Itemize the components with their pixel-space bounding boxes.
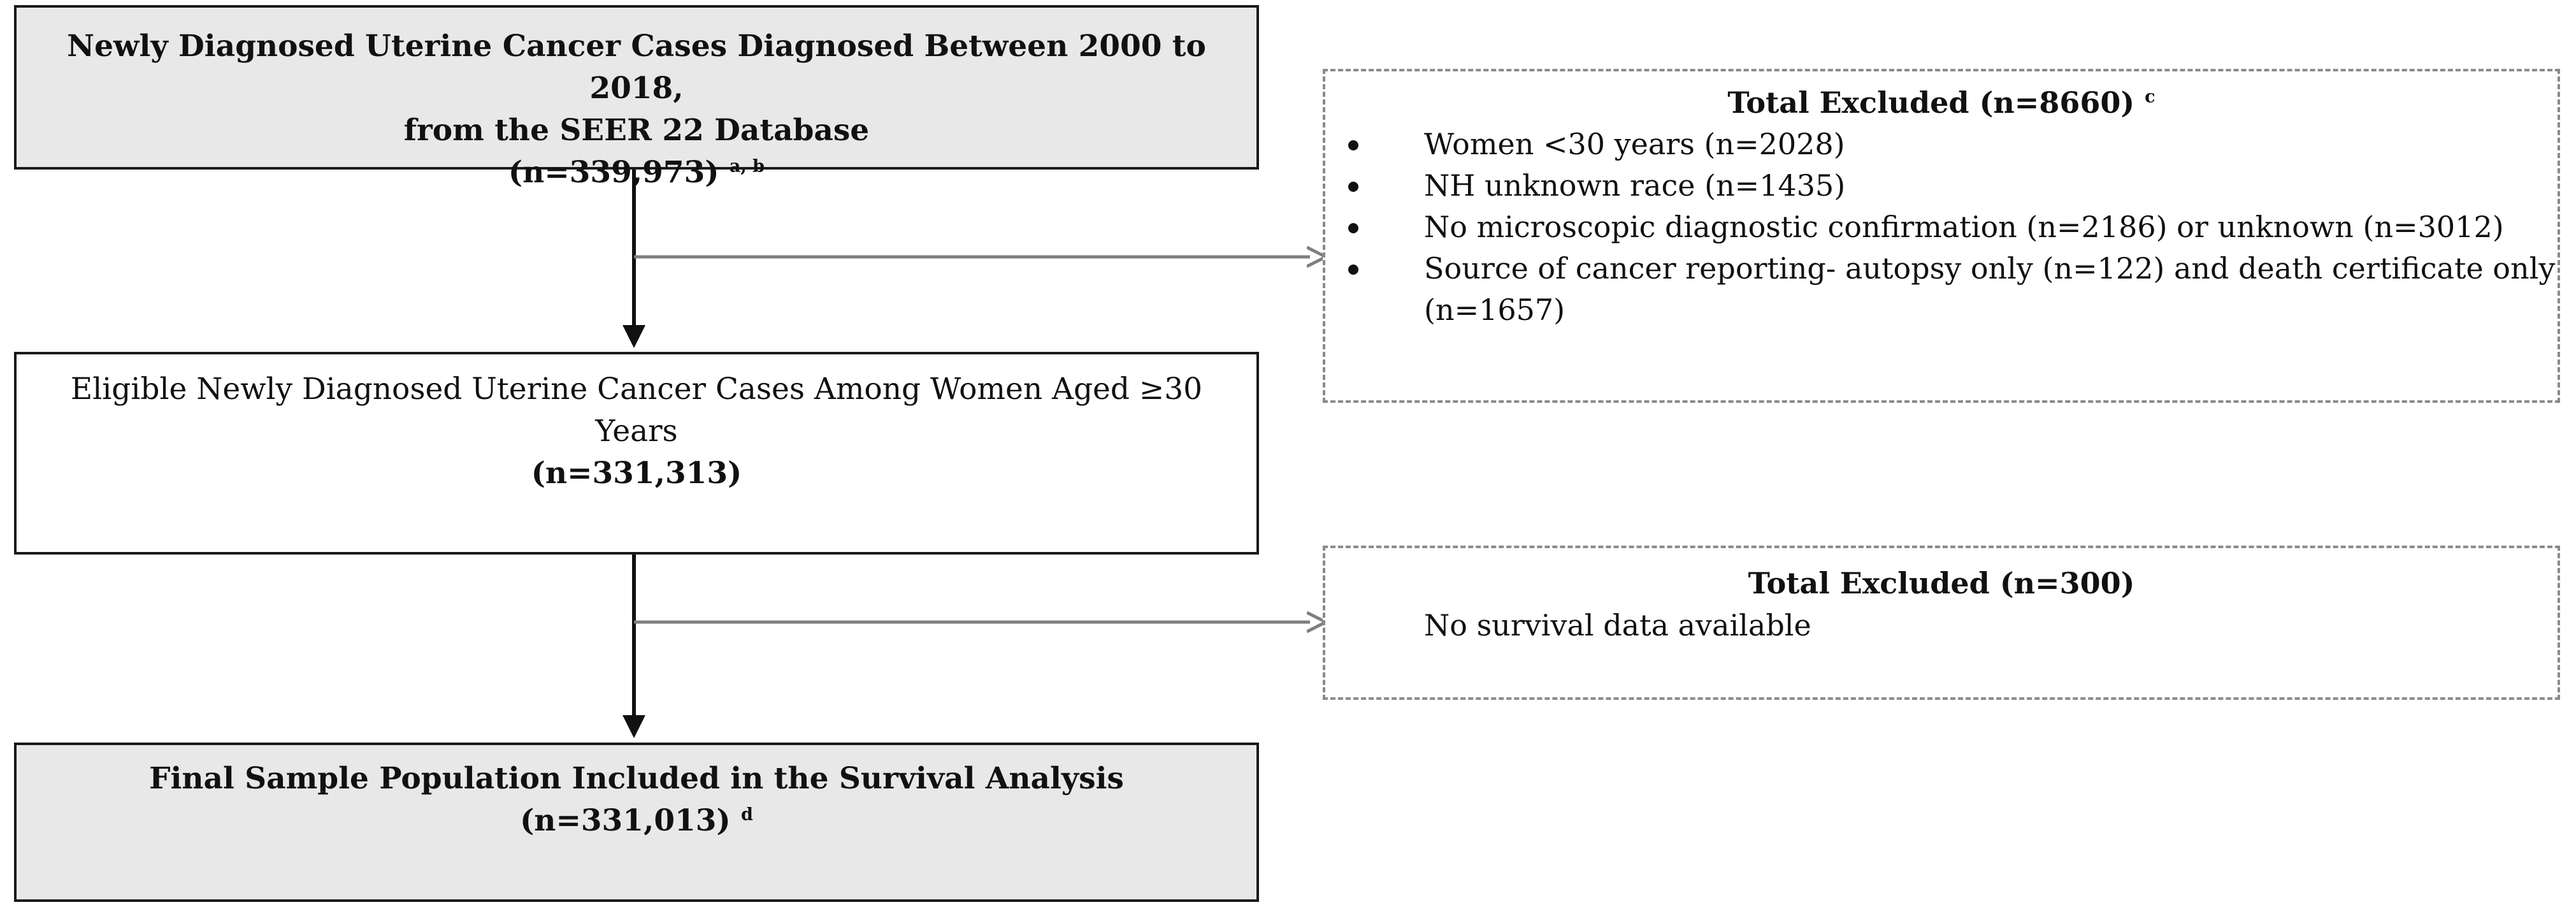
excluded-box-1-list [1325,124,2558,331]
excluded-box-1 [1323,69,2560,403]
excluded-box-1-title-row [1325,82,2558,124]
initial-cases-line1: Newly Diagnosed Uterine Cancer Cases Diagnosed Between 2000 to 2018, [67,29,1206,106]
excluded-item: No microscopic diagnostic confirmation (n=2186) or unknown (n=3012) [1325,207,2558,248]
initial-cases-box [14,5,1259,190]
excluded-item: Source of cancer reporting- autopsy only (n=122) and death certificate only (n=1657) [1325,248,2558,331]
excluded-box-2-title: Total Excluded (n=300) [1748,566,2135,600]
excluded-box-1-footnote: c [2145,87,2155,107]
excluded-item: NH unknown race (n=1435) [1325,165,2558,207]
initial-cases-count-row [17,152,1256,194]
eligible-cases-box [14,352,1259,555]
excluded-item: Women <30 years (n=2028) [1325,124,2558,165]
final-sample-count: (n=331,013) [520,803,731,838]
initial-cases-footnote: a, b [729,156,765,177]
excluded-box-1-title: Total Excluded (n=8660) [1727,85,2135,120]
final-sample-count-row [17,800,1256,842]
eligible-cases-count: (n=331,313) [531,456,742,491]
final-sample-footnote: d [741,804,753,825]
excluded-box-2 [1323,546,2560,700]
excluded-box-2-text: No survival data available [1424,608,1811,642]
final-sample-line1: Final Sample Population Included in the Survival Analysis [149,761,1124,796]
eligible-cases-line1: Eligible Newly Diagnosed Uterine Cancer Cases Among Women Aged ≥30 [70,372,1203,407]
initial-cases-line2: from the SEER 22 Database [403,113,870,148]
eligible-cases-line2: Years [595,414,678,449]
final-sample-box [14,743,1259,902]
initial-cases-count: (n=339,973) [508,155,719,190]
